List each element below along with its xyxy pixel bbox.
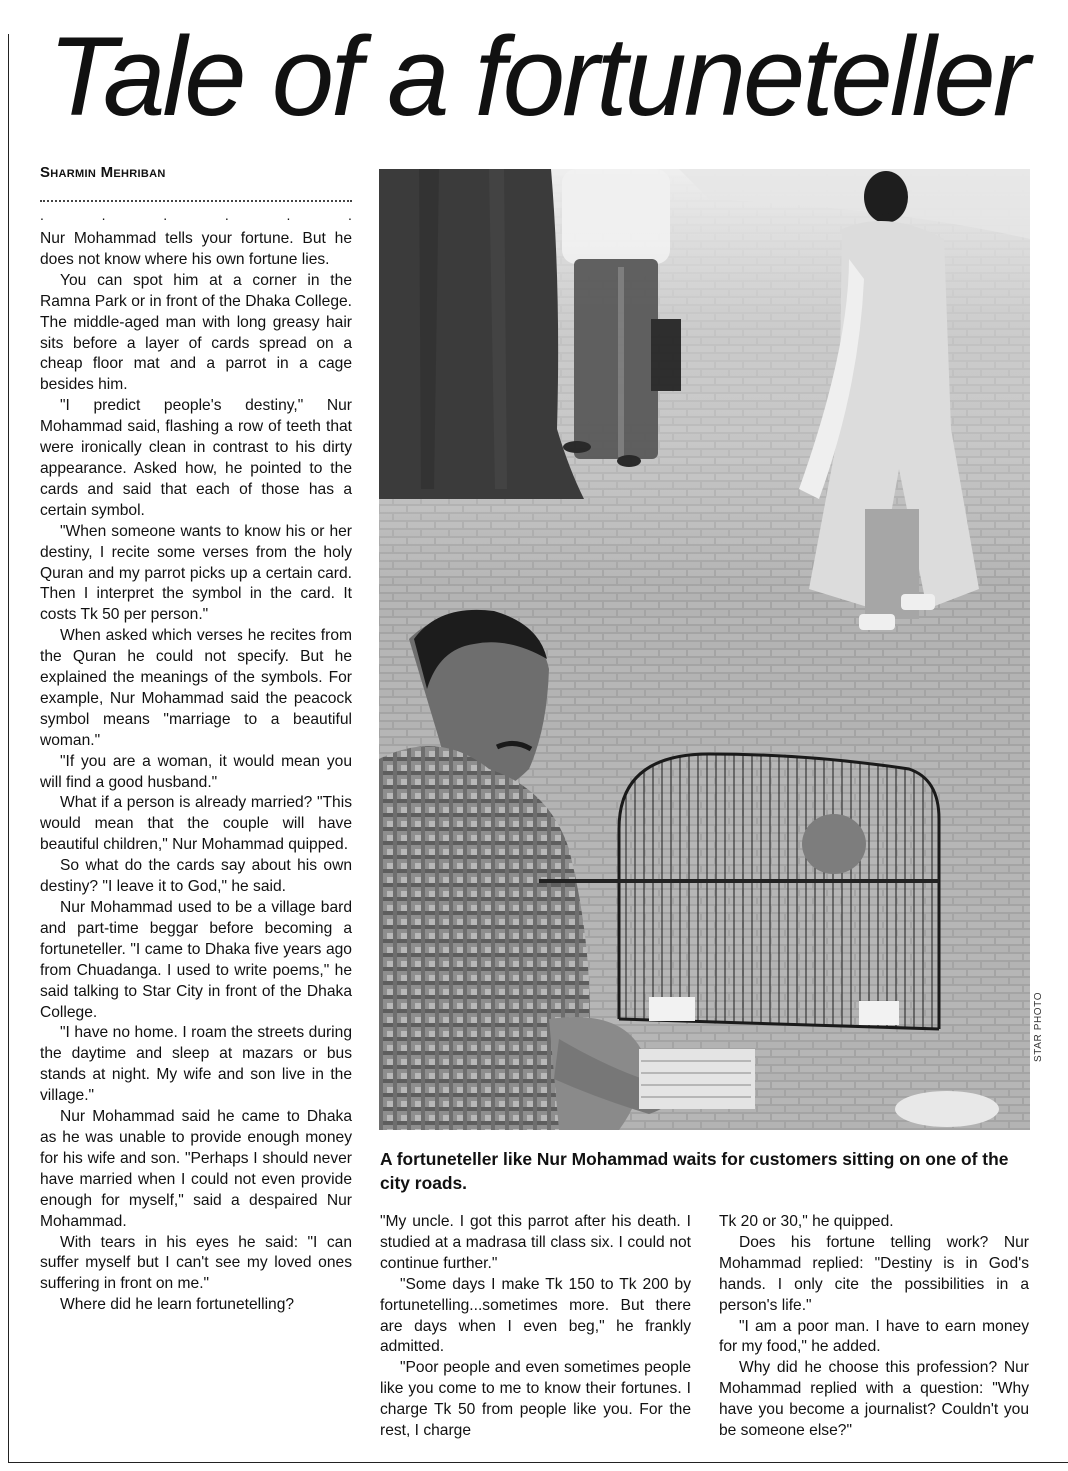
paragraph: Tk 20 or 30," he quipped. (719, 1213, 894, 1230)
paragraph: So what do the cards say about his own destiny? "I leave it to God," he said. (40, 857, 352, 896)
spaced-dot-rule (40, 206, 352, 224)
paragraph: With tears in his eyes he said: "I can suffer myself but I can't see my loved ones suffering in front on me." (40, 1233, 352, 1293)
paragraph: "I have no home. I roam the streets during the daytime and sleep at mazars or bus stands at night. My wife and son live in the village." (40, 1024, 352, 1105)
photo-caption: A fortuneteller like Nur Mohammad waits for customers sitting on one of the city roads. (380, 1149, 1009, 1193)
page-border-bottom (8, 1462, 1068, 1463)
rule-dot: . (224, 207, 229, 223)
article-column-left (40, 229, 352, 1316)
byline: Sharmin Mehriban (40, 164, 166, 181)
rule-dot: . (101, 207, 106, 223)
paragraph: "Poor people and even sometimes people like you come to me to know their fortunes. I charge Tk 50 from people like you. For the rest, I charge (380, 1359, 691, 1440)
page-border-left (8, 34, 9, 1462)
article-column-middle (380, 1212, 691, 1442)
paragraph: Does his fortune telling work? Nur Mohammad replied: "Destiny is in God's hands. I only cite the possibilities in a person's life." (719, 1233, 1029, 1314)
paragraph: Why did he choose this profession? Nur Mohammad replied with a question: "Why have you become a journalist? Couldn't you be someone else?" (719, 1359, 1029, 1440)
paragraph: "Some days I make Tk 150 to Tk 200 by fortunetelling...sometimes more. But there are days when I even beg," he frankly admitted. (380, 1275, 691, 1356)
paragraph: Nur Mohammad said he came to Dhaka as he was unable to provide enough money for his wife and son. "Perhaps I should never have married when I could not even provide enough for myself," said a despaired Nur Mohammad. (40, 1108, 352, 1230)
rule-dot: . (286, 207, 291, 223)
headline: Tale of a fortuneteller (48, 14, 1028, 139)
paragraph: "If you are a woman, it would mean you will find a good husband." (40, 752, 352, 791)
photo-fortuneteller (379, 169, 1030, 1130)
paragraph: "I am a poor man. I have to earn money for my food," he added. (719, 1317, 1029, 1356)
paragraph: "When someone wants to know his or her destiny, I recite some verses from the holy Quran and my parrot picks up a certain card. Then I interpret the symbol in the card. It costs Tk 50 per person." (40, 522, 352, 624)
paragraph: "I predict people's destiny," Nur Mohammad said, flashing a row of teeth that were ironically clean in contrast to his dirty appearance. Asked how, he pointed to the cards and said that each of those has a certain symbol. (40, 397, 352, 519)
paragraph: "My uncle. I got this parrot after his death. I studied at a madrasa till class six. I could not continue further." (380, 1213, 691, 1272)
paragraph: Nur Mohammad tells your fortune. But he does not know where his own fortune lies. (40, 230, 352, 268)
article-column-right (719, 1212, 1029, 1442)
rule-dot: . (40, 207, 44, 223)
paragraph: Nur Mohammad used to be a village bard and part-time beggar before becoming a fortuneteller. "I came to Dhaka five years ago from Chuadanga. I used to write poems," he said talking to Star City in front of the Dhaka College. (40, 899, 352, 1021)
paragraph: When asked which verses he recites from the Quran he could not specify. But he explained the meanings of the symbols. For example, Nur Mohammad said the peacock symbol means "marriage to a beautiful woman." (40, 627, 352, 749)
paragraph: Where did he learn fortunetelling? (60, 1296, 295, 1314)
dotted-rule (40, 200, 352, 202)
rule-dot: . (348, 207, 352, 223)
paragraph: What if a person is already married? "This would mean that the couple will have beautiful children," Nur Mohammad quipped. (40, 794, 352, 854)
paragraph: You can spot him at a corner in the Ramna Park or in front of the Dhaka College. The middle-aged man with long greasy hair sits before a layer of cards spread on a cheap floor mat and a parrot in a cage besides him. (40, 271, 352, 394)
rule-dot: . (163, 207, 168, 223)
photo-credit: STAR PHOTO (1033, 991, 1044, 1062)
